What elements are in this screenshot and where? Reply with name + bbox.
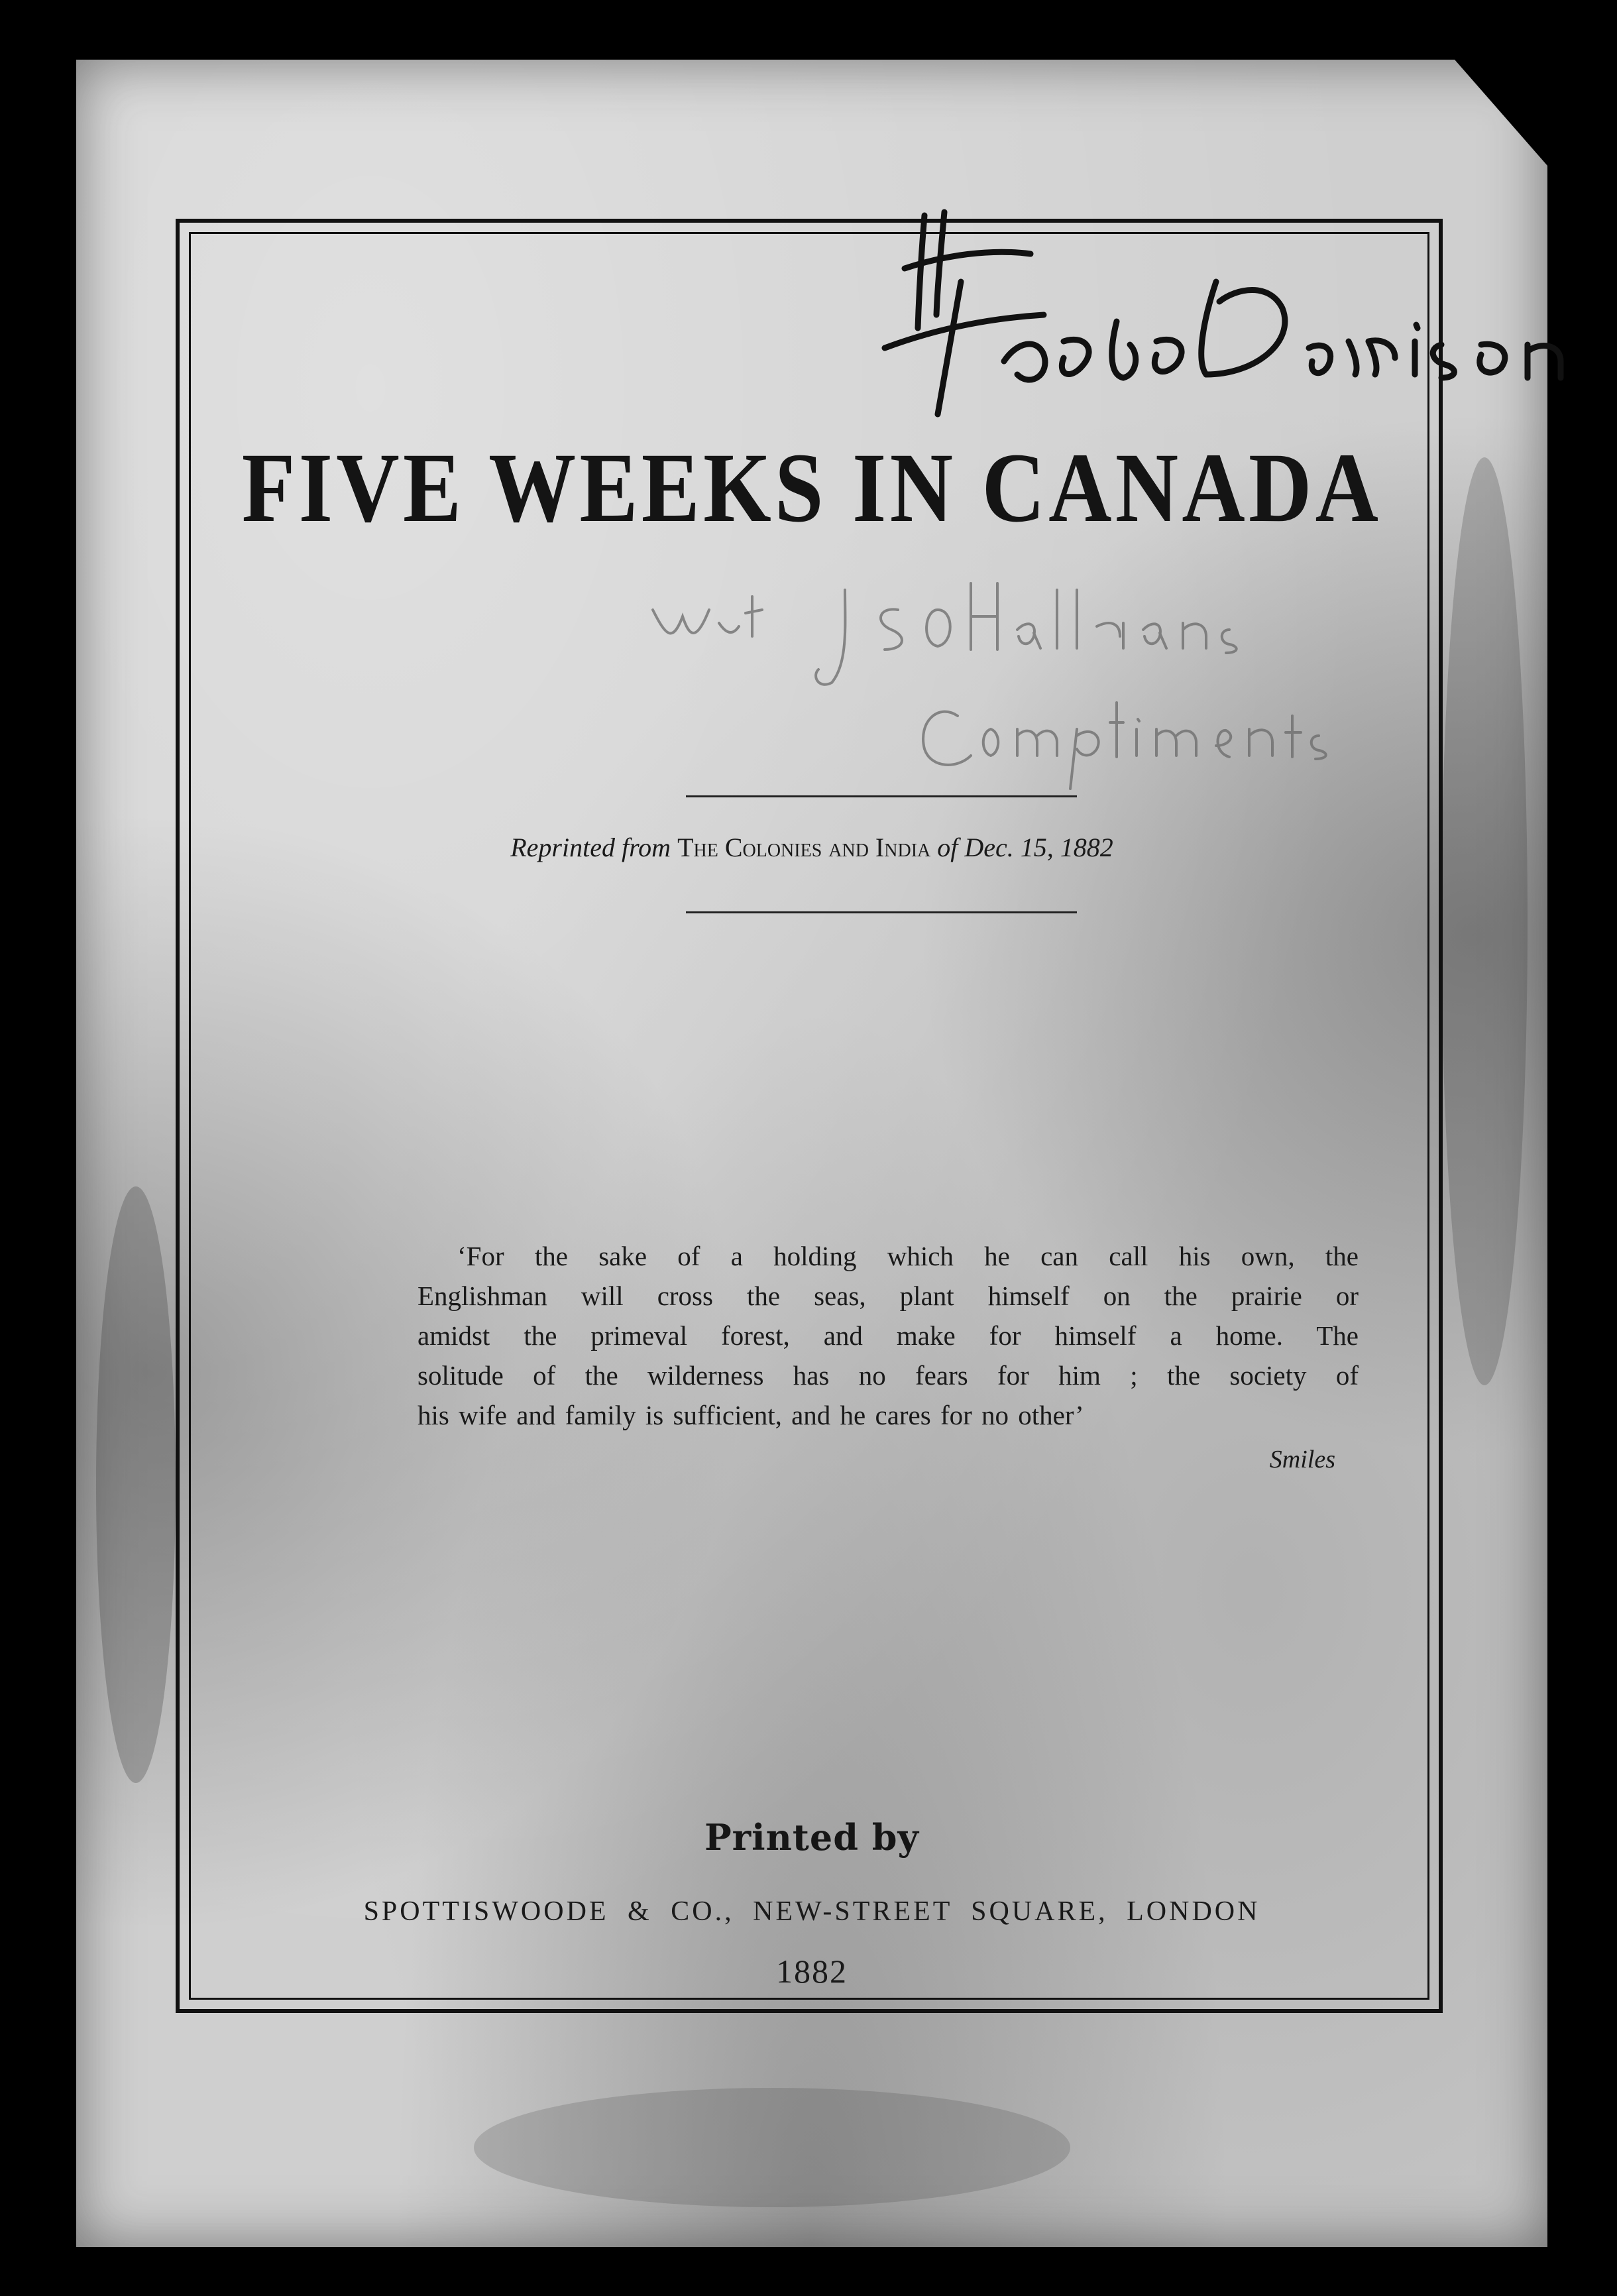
handwritten-signature xyxy=(845,176,1614,454)
stain xyxy=(96,1186,176,1783)
document-title: FIVE WEEKS IN CANADA xyxy=(241,433,1382,543)
torn-corner xyxy=(1455,60,1547,166)
quote-line: amidst the primeval forest, and make for himself a home. The xyxy=(418,1320,1359,1351)
reprint-of: of xyxy=(937,832,958,862)
reprint-date-text: Dec. 15, 1882 xyxy=(964,832,1113,862)
quote-line: his wife and family is sufficient, and he cares for no other’ xyxy=(418,1400,1084,1430)
paper-sheet xyxy=(76,60,1547,2247)
reprint-date xyxy=(964,832,1113,862)
printed-by-label: Printed by xyxy=(704,1816,919,1859)
stain xyxy=(474,2088,1070,2207)
handwritten-inscription xyxy=(646,570,1508,809)
imprint-year: 1882 xyxy=(776,1953,848,1990)
reprint-publication: The Colonies and India xyxy=(677,832,931,862)
divider-rule xyxy=(686,795,1077,797)
quote-attribution: Smiles xyxy=(1269,1446,1335,1473)
epigraph-quote xyxy=(418,1236,1359,1435)
quote-line: Englishman will cross the seas, plant himself on the prairie or xyxy=(418,1281,1359,1311)
printer-imprint: SPOTTISWOODE & CO., NEW-STREET SQUARE, LONDON xyxy=(363,1896,1260,1927)
quote-line: ‘For the sake of a holding which he can call his own, the xyxy=(457,1241,1359,1271)
reprint-line xyxy=(76,832,1547,863)
reprint-prefix: Reprinted from xyxy=(510,832,671,862)
divider-rule xyxy=(686,911,1077,913)
quote-line: solitude of the wilderness has no fears for him ; the society of xyxy=(418,1360,1359,1391)
